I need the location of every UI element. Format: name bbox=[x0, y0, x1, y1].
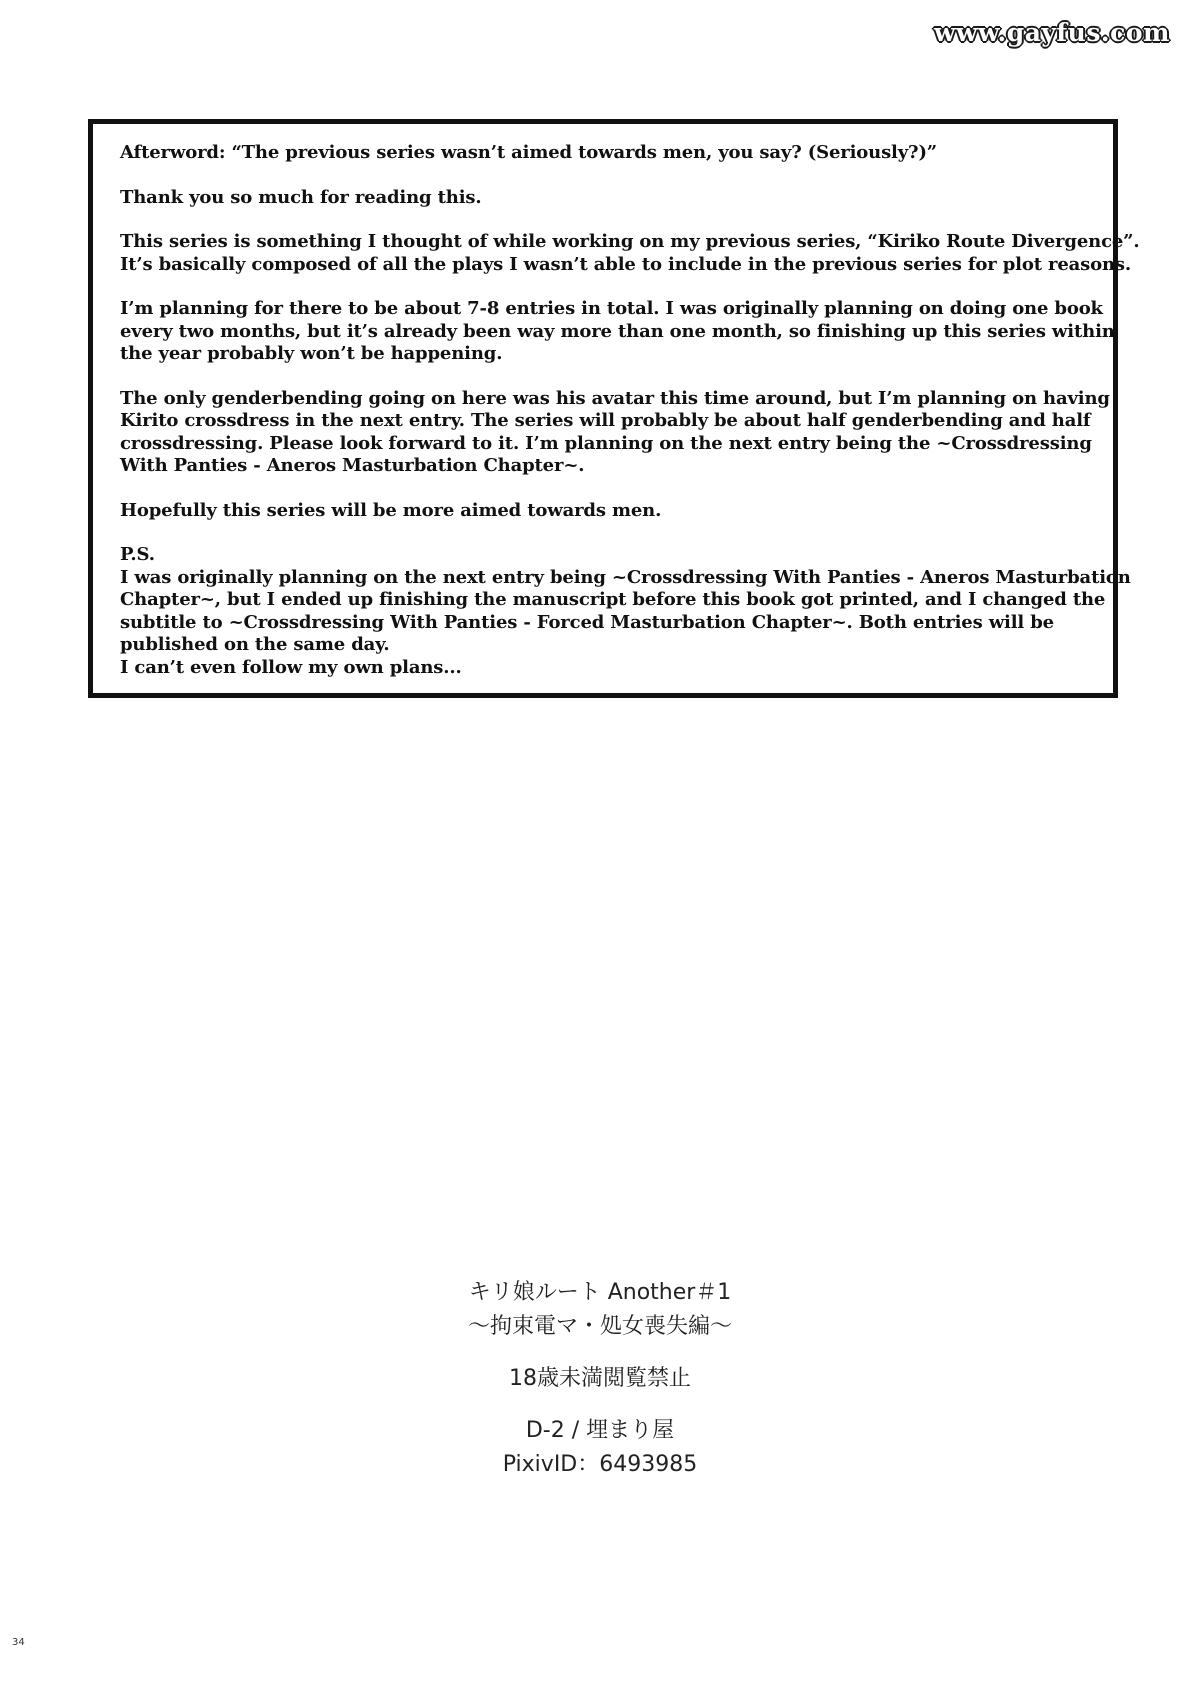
colophon bbox=[0, 1276, 1200, 1482]
postscript-line: I can’t even follow my own plans... bbox=[120, 656, 462, 678]
afterword-postscript bbox=[120, 544, 1131, 679]
paragraph-line: Kirito crossdress in the next entry. The series will probably be about half genderbending and half bbox=[120, 410, 1091, 431]
afterword-heading-text: Afterword: “The previous series wasn’t aimed towards men, you say? (Seriously?)” bbox=[120, 142, 938, 163]
circle-name: D-2 / 埋まり屋 bbox=[525, 1418, 675, 1443]
paragraph-line: Hopefully this series will be more aimed towards men. bbox=[120, 499, 662, 521]
page-number: 34 bbox=[12, 1637, 25, 1648]
paragraph-line: crossdressing. Please look forward to it. I’m planning on the next entry being the ~Crossdressing bbox=[120, 432, 1092, 454]
paragraph-line: every two months, but it’s already been way more than one month, so finishing up this series within bbox=[120, 320, 1115, 342]
afterword-paragraph-3 bbox=[120, 387, 1110, 478]
postscript-line: Chapter~, but I ended up finishing the manuscript before this book got printed, and I changed the bbox=[120, 589, 1106, 610]
afterword-thanks bbox=[120, 187, 1091, 210]
paragraph-line: The only genderbending going on here was his avatar this time around, but I’m planning on having bbox=[120, 387, 1110, 409]
site-watermark: www.gayfus.com bbox=[933, 18, 1170, 47]
book-subtitle: 〜拘束電マ・処女喪失編〜 bbox=[467, 1314, 732, 1339]
afterword-paragraph-1 bbox=[120, 231, 1140, 276]
postscript-line: published on the same day. bbox=[120, 634, 390, 655]
paragraph-line: It’s basically composed of all the plays I wasn’t able to include in the previous series for plot reasons. bbox=[120, 253, 1132, 275]
paragraph-line: the year probably won’t be happening. bbox=[120, 343, 503, 364]
afterword-thanks-text: Thank you so much for reading this. bbox=[120, 186, 482, 208]
postscript-label: P.S. bbox=[120, 544, 155, 565]
afterword-paragraph-4 bbox=[120, 500, 1091, 523]
paragraph-line: With Panties - Aneros Masturbation Chapter~. bbox=[120, 455, 585, 476]
age-rating: 18歳未満閲覧禁止 bbox=[509, 1366, 691, 1391]
postscript-line: I was originally planning on the next entry being ~Crossdressing With Panties - Aneros Masturbation bbox=[120, 566, 1131, 588]
postscript-line: subtitle to ~Crossdressing With Panties - Forced Masturbation Chapter~. Both entries will be bbox=[120, 611, 1054, 633]
afterword-heading bbox=[120, 142, 1091, 165]
afterword-box bbox=[88, 119, 1140, 698]
paragraph-line: I’m planning for there to be about 7-8 entries in total. I was originally planning on doing one book bbox=[120, 298, 1103, 319]
book-title: キリ娘ルート Another＃1 bbox=[468, 1280, 732, 1305]
paragraph-line: This series is something I thought of while working on my previous series, “Kiriko Route Divergence”. bbox=[120, 231, 1140, 252]
afterword-paragraph-2 bbox=[120, 298, 1115, 366]
pixiv-id: PixivID：6493985 bbox=[502, 1452, 698, 1477]
